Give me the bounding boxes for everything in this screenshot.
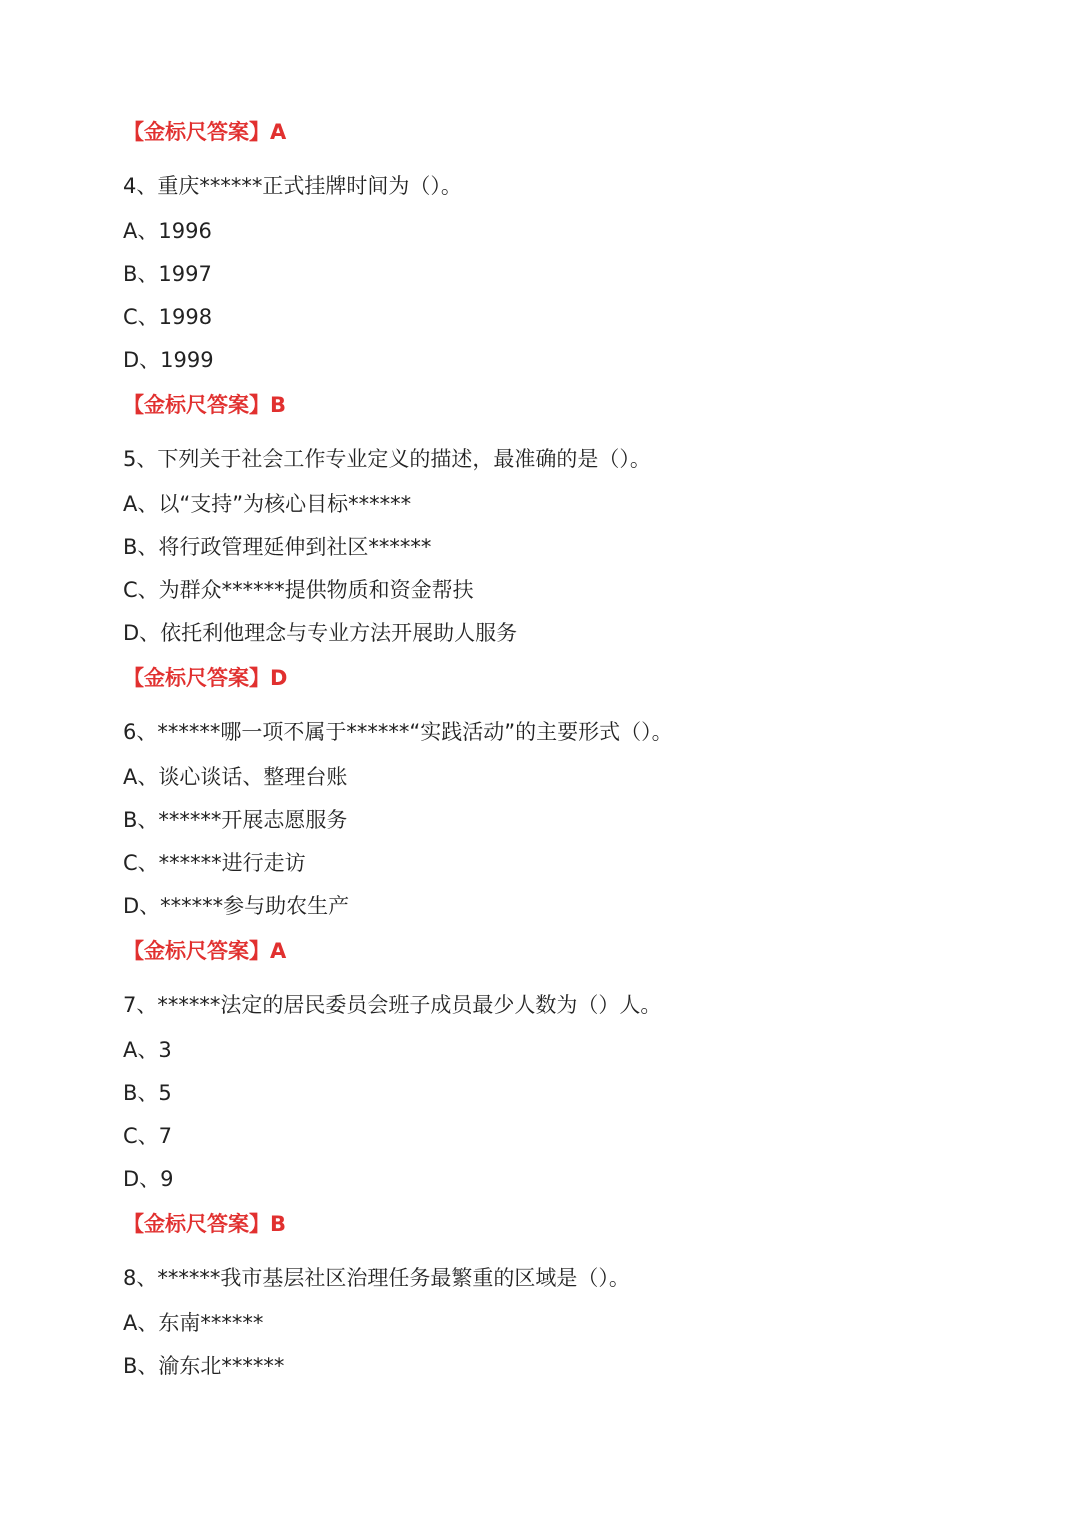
option-a: A、谈心谈话、整理台账 xyxy=(123,765,348,789)
answer-key: 【金标尺答案】B xyxy=(123,1212,287,1236)
option-d: D、依托利他理念与专业方法开展助人服务 xyxy=(123,621,518,645)
answer-key: 【金标尺答案】A xyxy=(123,120,287,144)
option-c: C、******进行走访 xyxy=(123,851,306,875)
question-8: 8、******我市基层社区治理任务最繁重的区域是（）。 xyxy=(123,1266,630,1290)
answer-key: 【金标尺答案】D xyxy=(123,666,288,690)
option-a: A、3 xyxy=(123,1038,172,1062)
option-d: D、******参与助农生产 xyxy=(123,894,350,918)
question-5: 5、下列关于社会工作专业定义的描述，最准确的是（）。 xyxy=(123,447,651,471)
question-6: 6、******哪一项不属于******“实践活动”的主要形式（）。 xyxy=(123,720,673,744)
option-c: C、1998 xyxy=(123,305,213,329)
option-a: A、以“支持”为核心目标****** xyxy=(123,492,412,516)
option-d: D、9 xyxy=(123,1167,174,1191)
question-4: 4、重庆******正式挂牌时间为（）。 xyxy=(123,174,462,198)
answer-key: 【金标尺答案】B xyxy=(123,393,287,417)
option-d: D、1999 xyxy=(123,348,214,372)
option-c: C、为群众******提供物质和资金帮扶 xyxy=(123,578,474,602)
option-c: C、7 xyxy=(123,1124,173,1148)
question-7: 7、******法定的居民委员会班子成员最少人数为（）人。 xyxy=(123,993,662,1017)
option-b: B、******开展志愿服务 xyxy=(123,808,348,832)
option-b: B、渝东北****** xyxy=(123,1354,285,1378)
option-b: B、1997 xyxy=(123,262,212,286)
option-b: B、5 xyxy=(123,1081,172,1105)
option-a: A、东南****** xyxy=(123,1311,264,1335)
option-a: A、1996 xyxy=(123,219,212,243)
option-b: B、将行政管理延伸到社区****** xyxy=(123,535,432,559)
answer-key: 【金标尺答案】A xyxy=(123,939,287,963)
